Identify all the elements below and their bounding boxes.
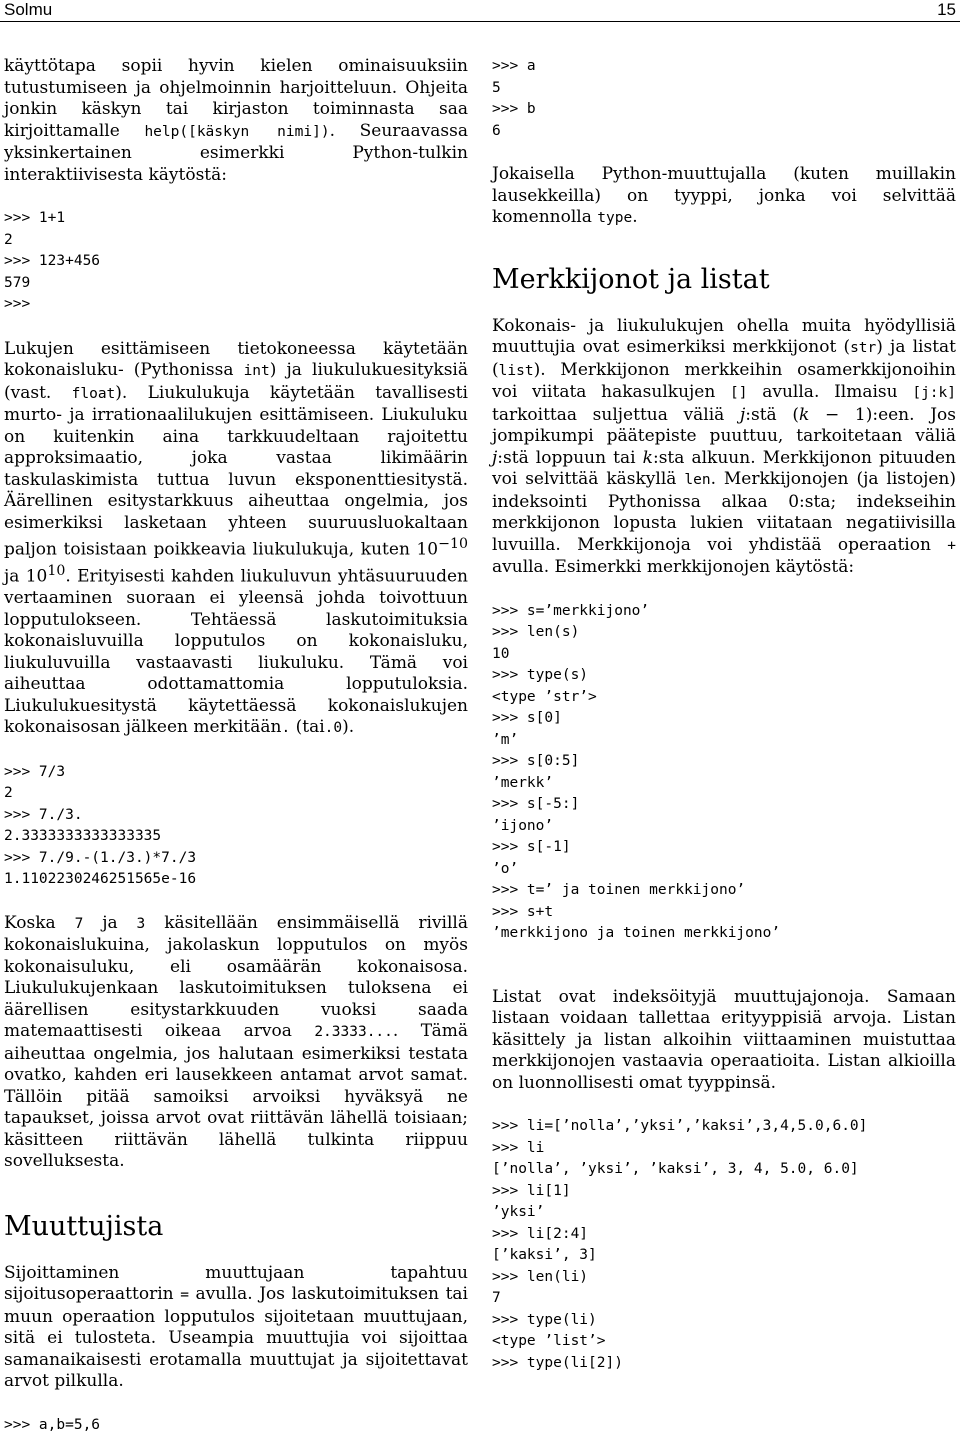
- journal-name: Solmu: [4, 0, 53, 19]
- paragraph-number-representation: [4, 339, 468, 740]
- math-variable: k: [798, 404, 810, 425]
- section-heading-muuttujista: Muuttujista: [4, 1210, 164, 1242]
- text-run: ) ja listat (: [492, 337, 956, 380]
- text-run: ). Merkkijonon merkkeihin osamerkkijonoihin voi viitata hakasulkujen: [492, 359, 956, 402]
- math-variable: k: [642, 447, 653, 468]
- code-block-division: >>> 7/3 2 >>> 7./3. 2.3333333333333335 >>> 7./9.-(1./3.)*7./3 1.1102230246251565e-16: [4, 763, 197, 888]
- text-run: .: [632, 207, 638, 227]
- text-run: . Seuraavassa yksinkertainen esimerkki Python-tulkin interaktiivisesta käytöstä:: [4, 120, 469, 185]
- code-block-variables: >>> a 5 >>> b 6: [492, 58, 536, 139]
- inline-code: help([käskyn nimi]): [144, 123, 330, 140]
- inline-code: 7: [74, 915, 84, 932]
- inline-code: list: [498, 362, 534, 379]
- right-column: [492, 56, 956, 1374]
- code-block-arithmetic: >>> 1+1 2 >>> 123+456 579 >>>: [4, 210, 101, 312]
- text-run: Listat ovat indeksöityjä muuttujajonoja. Samaan listaan voidaan tallettaa erityyppisiä arvoja. Listan käsittely ja listan alkoihin viittaaminen muistuttaa merkkijonojen vastaavia operaatioita. Listan alkioilla on luonnollisesti omat tyyppinsä.: [492, 986, 956, 1093]
- paragraph-strings: [492, 316, 956, 579]
- text-run: Koska: [4, 912, 75, 933]
- inline-code: []: [730, 385, 748, 401]
- inline-code: len: [684, 472, 711, 488]
- code-block-assignment: >>> a,b=5,6: [4, 1416, 101, 1433]
- inline-code: .0: [324, 720, 343, 737]
- inline-code: str: [850, 340, 877, 356]
- paragraph-intro: [4, 56, 468, 186]
- text-run: :stä (: [745, 404, 799, 425]
- text-run: Jokaisella Python-muuttujalla (kuten muillakin lausekkeilla) on tyyppi, jonka voi selvittää komennolla: [492, 164, 956, 227]
- paragraph-types: [492, 164, 956, 230]
- text-run: Lukujen esittämiseen tietokoneessa käytetään kokonaisluku- (Pythonissa: [4, 338, 468, 380]
- text-run: avulla. Ilmaisu: [747, 382, 913, 402]
- section-heading-merkkijonot-ja-listat: Merkkijonot ja listat: [492, 263, 770, 295]
- code-block-lists: >>> li=[’nolla’,’yksi’,’kaksi’,3,4,5.0,6.0] >>> li [’nolla’, ’yksi’, ’kaksi’, 3, 4, 5.0, 6.0] >>> li[1] ’yksi’ >>> li[2:4] [’kaksi’, 3] >>> len(li) 7 >>> type(li) <type ’list’> >>> type(li[2]): [492, 1118, 868, 1371]
- text-run: avulla. Jos laskutoimituksen tai muun operaation lopputulos sijoitetaan muuttujaan, sitä ei tulosteta. Useampia muuttujia voi sijoittaa samanaikaisesti erotamalla muuttujat ja sijoitettavat arvot pilkulla.: [4, 1284, 468, 1392]
- text-run: ) ja liukulukuesityksiä (vast.: [4, 360, 468, 403]
- text-run: :sta alkuun. Merkkijonon pituuden voi selvittää käskyllä: [492, 447, 956, 489]
- text-run: (tai: [290, 717, 325, 738]
- inline-code: +: [947, 537, 956, 554]
- text-run: . Erityisesti kahden liukuluvun yhtäsuuruuden vertaaminen suoraan ei yleensä johda toivottuun lopputulokseen. Tehtäessä laskutoimituksia kokonaisluvuilla lopputulos on kokonaisluku, liukuluvuilla vastaavasti liukuluku. Tämä voi aiheuttaa odottamattomia lopputuloksia. Liukulukuesitystä käytettäessä kokonaislukujen kokonaisosan jälkeen merkitään: [4, 566, 469, 738]
- text-run: ja: [83, 912, 137, 933]
- inline-code: .: [281, 720, 291, 737]
- page-number: 15: [937, 0, 956, 19]
- paragraph-integer-division: [4, 913, 468, 1173]
- text-run: ). Liukulukuja käytetään tavallisesti murto- ja irrationaalilukujen esittämiseen. Liukuluku on kuitenkin aina tarkkuudeltaan rajoitettu approksimaatio, joka vastaa likimäärin taskulaskimista tuttua luvun eksponenttiesitystä. Äärellinen esitystarkkuus aiheuttaa ongelmia, jos esimerkiksi lasketaan yhteen suuruusluokaltaan paljon toisistaan poikkeavia liukulukuja, kuten 10: [4, 382, 468, 560]
- code-block-strings: >>> s=’merkkijono’ >>> len(s) 10 >>> type(s) <type ’str’> >>> s[0] ’m’ >>> s[0:5] ’merkk’ >>> s[-5:] ’ijono’ >>> s[-1] ’o’ >>> t=’ ja toinen merkkijono’ >>> s+t ’merkkijono ja toinen merkkijono’: [492, 602, 781, 941]
- inline-code: 2.3333...: [314, 1024, 393, 1041]
- inline-code: int: [243, 363, 270, 379]
- paragraph-assignment: [4, 1263, 468, 1393]
- header-rule: [0, 21, 960, 22]
- inline-code: [j:k]: [912, 385, 956, 401]
- text-run: tarkoittaa suljettua väliä: [492, 404, 740, 425]
- math-variable: j: [739, 404, 746, 425]
- left-column: [4, 56, 468, 1436]
- inline-code: type: [597, 210, 633, 226]
- text-run: Sijoittaminen muuttujaan tapahtuu sijoitusoperaattorin: [4, 1262, 468, 1305]
- text-run: avulla. Esimerkki merkkijonojen käytöstä:: [492, 557, 855, 577]
- running-header: [0, 0, 960, 20]
- text-run: Kokonais- ja liukulukujen ohella muita hyödyllisiä muuttujia ovat esimerkiksi merkkijonot (: [492, 315, 956, 357]
- text-run: ).: [342, 717, 355, 738]
- exponent: −10: [438, 536, 468, 552]
- text-run: käyttötapa sopii hyvin kielen ominaisuuksiin tutustumiseen ja ohjelmoinnin harjoitteluun. Ohjeita jonkin käskyn tai kirjaston toiminnasta saa kirjoittamalle: [4, 56, 468, 141]
- text-run: ja 10: [4, 566, 48, 587]
- paragraph-lists: [492, 987, 956, 1095]
- text-run: . Tämä aiheuttaa ongelmia, jos halutaan esimerkiksi testata ovatko, kahden eri lausekkeen antamat arvot samat. Tällöin pitää samoiksi arvoiksi hyväksyä ne tapaukset, joissa arvot ovat riittävän lähellä toisiaan; käsitteen riittävän lähellä tulkinta riippuu sovelluksesta.: [4, 1021, 468, 1172]
- exponent: 10: [47, 563, 66, 580]
- inline-code: float: [71, 385, 116, 402]
- inline-code: 3: [136, 915, 146, 932]
- inline-code: =: [180, 1287, 189, 1304]
- text-run: − 1):een. Jos jompikumpi päätepiste puuttuu, tarkoitetaan väliä: [492, 404, 956, 446]
- text-run: . Merkkijonojen (ja listojen) indeksointi Pythonissa alkaa 0:sta; indekseihin merkkijonon lopusta lukien viitataan negatiivisilla luvuilla. Merkkijonoja voi yhdistää operaation: [492, 469, 956, 555]
- text-run: :stä loppuun tai: [497, 447, 643, 468]
- math-variable: j: [492, 447, 498, 468]
- text-run: käsitellään ensimmäisellä rivillä kokonaislukuina, jakolaskun lopputulos on myös kokonaisuluku, eli osamäärän kokonaisosa. Liukulukujenkaan laskutoimituksen tuloksena ei äärellisen esitystarkkuuden vuoksi saada matemaattisesti oikeaa arvoa: [4, 912, 469, 1042]
